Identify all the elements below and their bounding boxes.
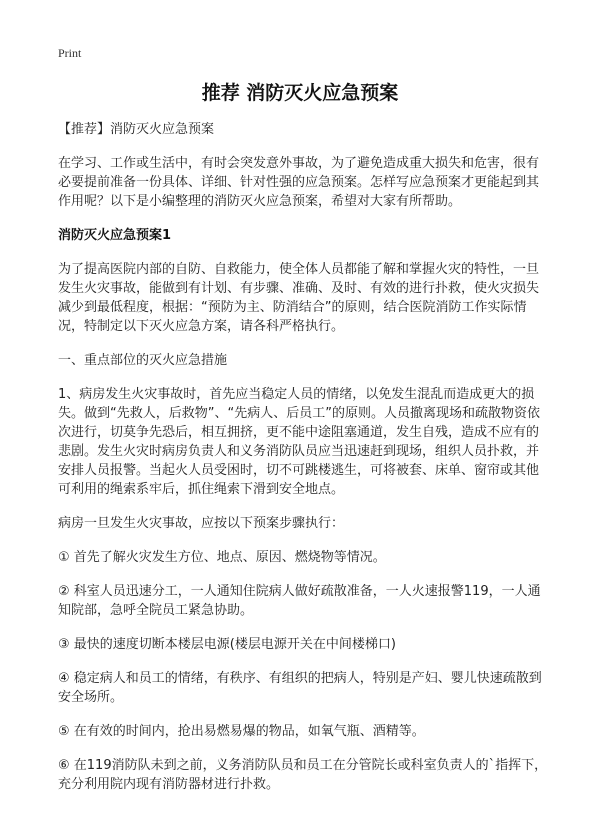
intro-paragraph: 在学习、工作或生活中，有时会突发意外事故，为了避免造成重大损失和危害，很有必要提前准备一份具体、详细、针对性强的应急预案。怎样写应急预案才更能起到其作用呢？以下是小编整理的消防灭火应急预案，希望对大家有所帮助。: [58, 156, 540, 209]
item-paragraph: 1、病房发生火灾事故时，首先应当稳定人员的情绪，以免发生混乱而造成更大的损失。做到“先救人，后救物”、“先病人、后员工”的原则。人员撤离现场和疏散物资依次进行，切莫争先恐后，相互拥挤，更不能中途阻塞通道，发生自残，造成不应有的悲剧。发生火灾时病房负责人和义务消防队员应当迅速赶到现场，组织人员扑救，并安排人员报警。当起火人员受困时，切不可跳楼逃生，可将被套、床单、窗帘或其他可利用的绳索系牢后，抓住绳索下滑到安全地点。: [58, 387, 540, 497]
section-intro-paragraph: 为了提高医院内部的自防、自救能力，使全体人员都能了解和掌握火灾的特性，一旦发生火灾事故，能做到有计划、有步骤、准确、及时、有效的进行扑救，使火灾损失减少到最低程度，根据：“预防为主、防消结合”的原则，结合医院消防工作实际情况，特制定以下灭火应急方案，请各科严格执行。: [58, 262, 540, 334]
step-item: ② 科室人员迅速分工，一人通知住院病人做好疏散准备，一人火速报警119，一人通知院部，急呼全院员工紧急协助。: [58, 584, 541, 618]
article-tagline: 【推荐】消防灭火应急预案: [58, 122, 215, 137]
step-item: ① 首先了解火灾发生方位、地点、原因、燃烧物等情况。: [58, 550, 386, 565]
article-body: [58, 120, 548, 809]
step-item: ⑥ 在119消防队未到之前，义务消防队员和员工在分管院长或科室负责人的`指挥下，充分利用院内现有消防器材进行扑救。: [58, 758, 548, 792]
page-title: 推荐 消防灭火应急预案: [201, 82, 399, 104]
step-item: ⑤ 在有效的时间内，抢出易燃易爆的物品，如氧气瓶、酒精等。: [58, 724, 425, 739]
subheading: 一、重点部位的灭火应急措施: [58, 353, 228, 368]
section-heading: 消防灭火应急预案1: [58, 228, 172, 243]
step-item: ③ 最快的速度切断本楼层电源(楼层电源开关在中间楼梯口): [58, 637, 396, 652]
steps-intro: 病房一旦发生火灾事故，应按以下预案步骤执行：: [58, 516, 345, 531]
print-link[interactable]: Print: [58, 46, 82, 60]
step-item: ④ 稳定病人和员工的情绪，有秩序、有组织的把病人，特别是产妇、婴儿快速疏散到安全场所。: [58, 671, 542, 705]
